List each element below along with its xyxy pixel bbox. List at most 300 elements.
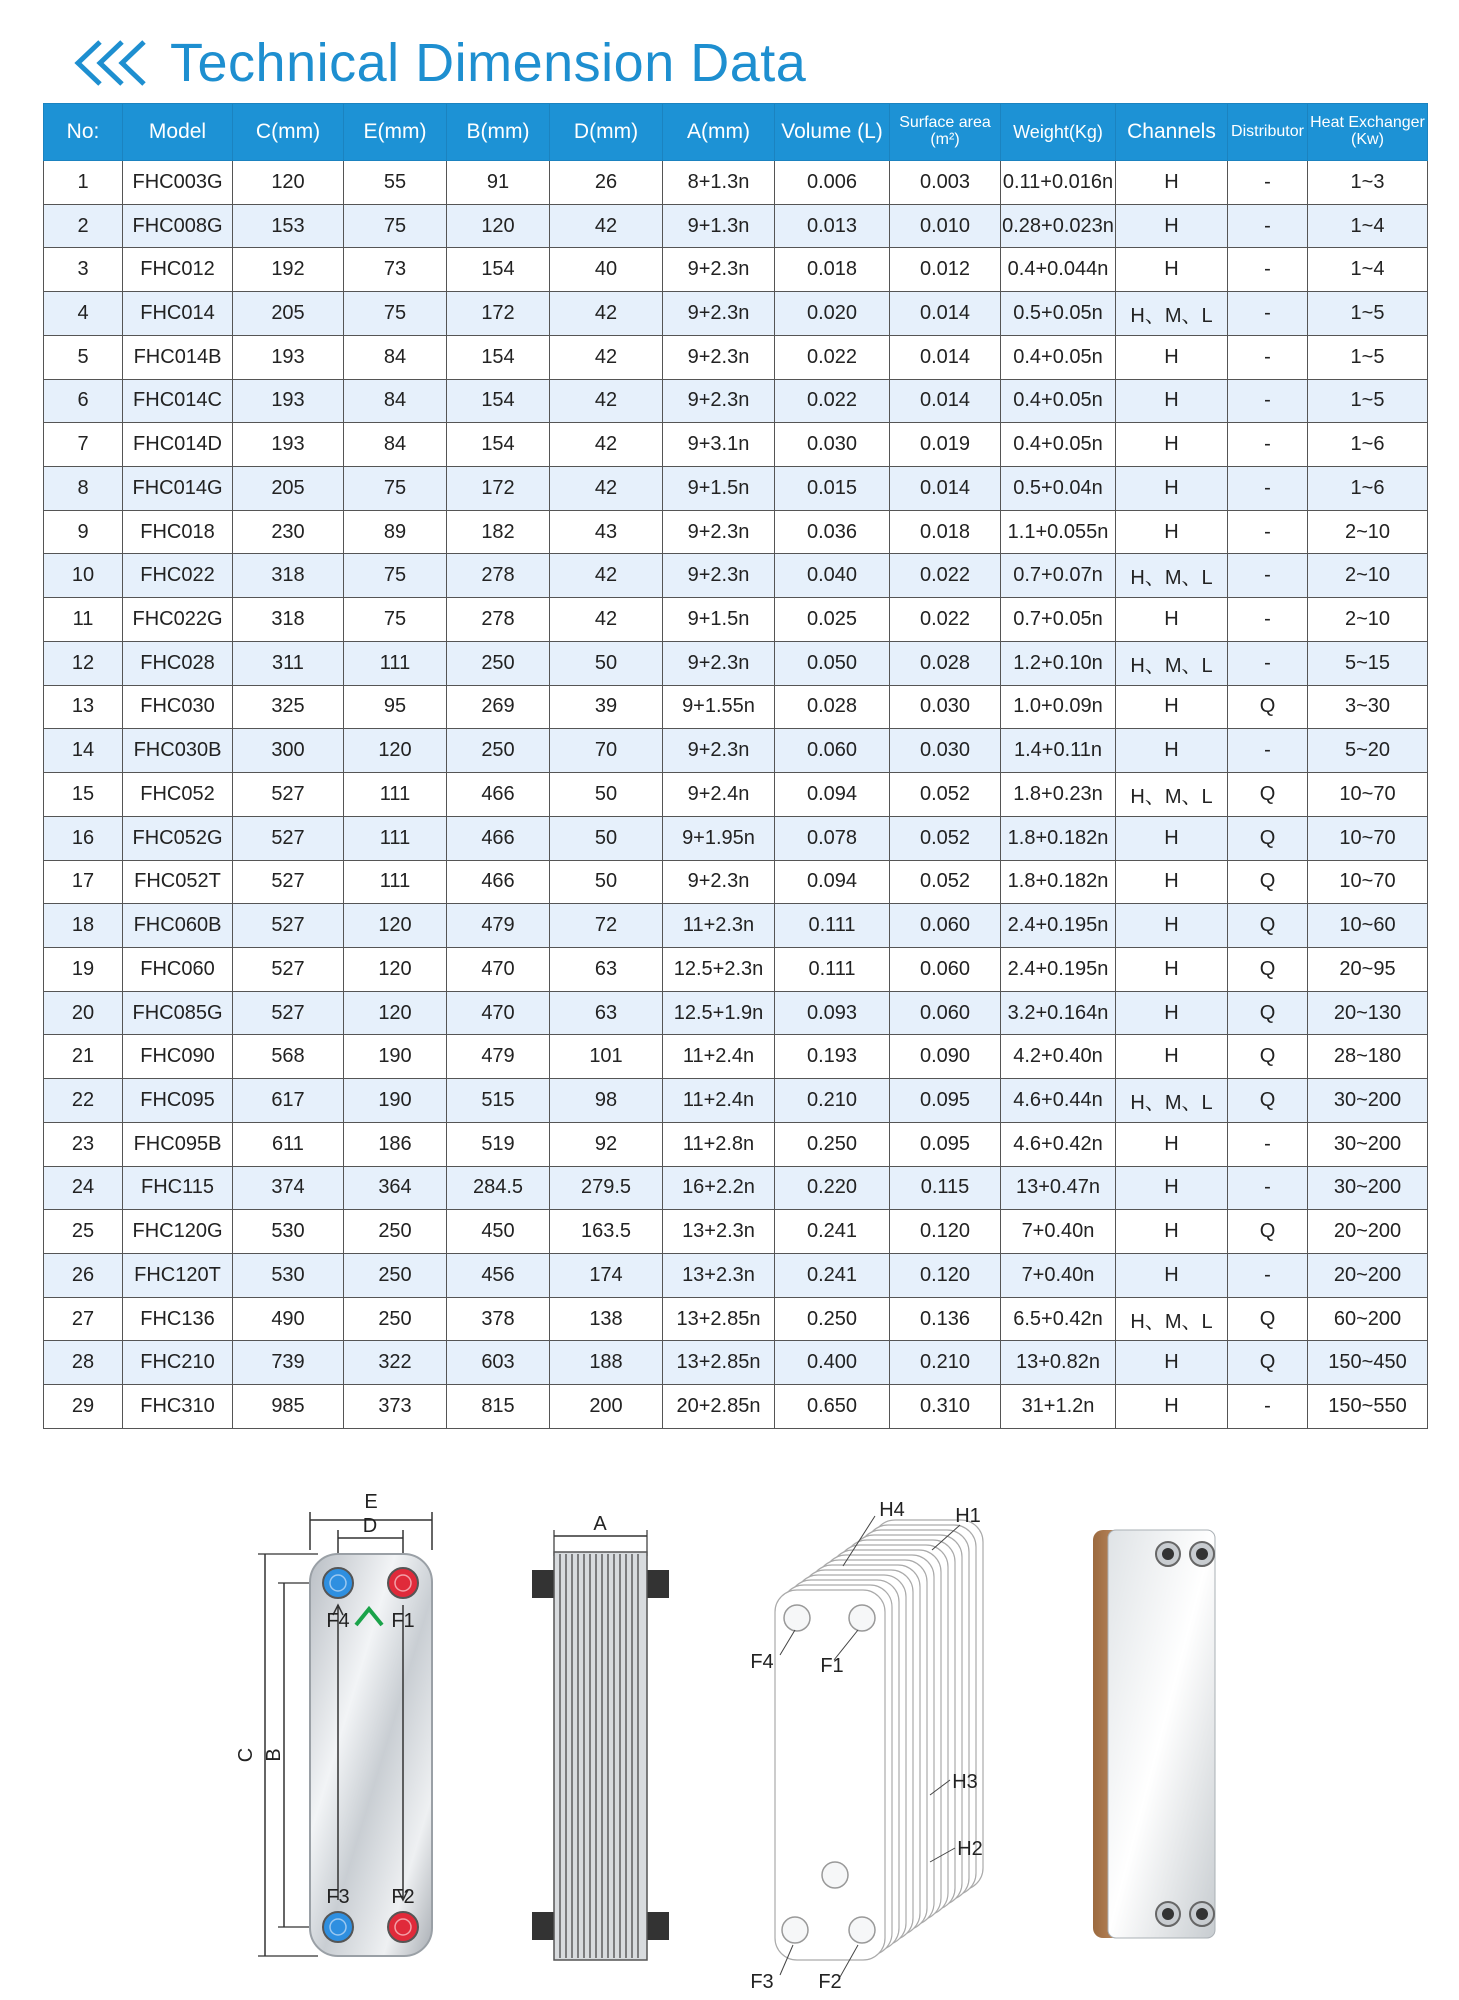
dim-e-label: E <box>364 1491 378 1513</box>
cell-distributor: Q <box>1228 860 1308 904</box>
cell-a: 9+1.5n <box>663 598 775 642</box>
cell-distributor: - <box>1228 292 1308 336</box>
cell-c: 193 <box>233 335 344 379</box>
cell-weight: 0.5+0.04n <box>1001 467 1116 511</box>
cell-a: 9+2.3n <box>663 641 775 685</box>
cell-heat-exchanger: 1~4 <box>1308 204 1428 248</box>
cell-e: 111 <box>344 641 447 685</box>
table-row <box>44 1122 1428 1166</box>
cell-channels: H <box>1116 1210 1228 1254</box>
cell-no: 7 <box>44 423 123 467</box>
cell-e: 250 <box>344 1210 447 1254</box>
cell-volume: 0.650 <box>775 1385 890 1429</box>
cell-c: 120 <box>233 161 344 205</box>
cell-volume: 0.030 <box>775 423 890 467</box>
cell-volume: 0.013 <box>775 204 890 248</box>
cell-volume: 0.241 <box>775 1253 890 1297</box>
cell-model: FHC210 <box>123 1341 233 1385</box>
table-body <box>44 161 1428 1429</box>
cell-surface-area: 0.210 <box>890 1341 1001 1385</box>
cell-e: 84 <box>344 423 447 467</box>
cell-heat-exchanger: 1~6 <box>1308 423 1428 467</box>
cell-heat-exchanger: 20~95 <box>1308 947 1428 991</box>
col-surface-area <box>890 104 1001 161</box>
cell-a: 12.5+1.9n <box>663 991 775 1035</box>
cell-c: 311 <box>233 641 344 685</box>
cell-b: 456 <box>447 1253 550 1297</box>
cell-surface-area: 0.060 <box>890 947 1001 991</box>
cell-distributor: Q <box>1228 685 1308 729</box>
cell-channels: H <box>1116 947 1228 991</box>
cell-b: 284.5 <box>447 1166 550 1210</box>
cell-surface-area: 0.030 <box>890 685 1001 729</box>
cell-channels: H <box>1116 467 1228 511</box>
cell-no: 20 <box>44 991 123 1035</box>
table-row <box>44 816 1428 860</box>
label-f2: F2 <box>391 1886 415 1908</box>
cell-e: 95 <box>344 685 447 729</box>
cell-surface-area: 0.052 <box>890 860 1001 904</box>
cell-heat-exchanger: 1~5 <box>1308 292 1428 336</box>
col-channels: Channels <box>1116 104 1228 161</box>
cell-model: FHC014G <box>123 467 233 511</box>
cell-channels: H <box>1116 423 1228 467</box>
cell-no: 4 <box>44 292 123 336</box>
cell-distributor: - <box>1228 467 1308 511</box>
cell-e: 111 <box>344 773 447 817</box>
cell-no: 12 <box>44 641 123 685</box>
cell-weight: 0.4+0.05n <box>1001 379 1116 423</box>
table-row <box>44 860 1428 904</box>
cell-no: 5 <box>44 335 123 379</box>
table-row <box>44 161 1428 205</box>
cell-d: 50 <box>550 860 663 904</box>
cell-volume: 0.093 <box>775 991 890 1035</box>
cell-surface-area: 0.014 <box>890 335 1001 379</box>
cell-volume: 0.018 <box>775 248 890 292</box>
cell-heat-exchanger: 1~6 <box>1308 467 1428 511</box>
dimension-table <box>43 103 1428 1429</box>
cell-channels: H <box>1116 991 1228 1035</box>
cell-distributor: - <box>1228 554 1308 598</box>
cell-model: FHC310 <box>123 1385 233 1429</box>
cell-e: 89 <box>344 510 447 554</box>
cell-volume: 0.022 <box>775 335 890 379</box>
cell-a: 9+2.3n <box>663 292 775 336</box>
cell-heat-exchanger: 60~200 <box>1308 1297 1428 1341</box>
cell-c: 568 <box>233 1035 344 1079</box>
cell-model: FHC095 <box>123 1079 233 1123</box>
cell-volume: 0.241 <box>775 1210 890 1254</box>
label-iso-f1: F1 <box>820 1655 844 1677</box>
cell-e: 190 <box>344 1079 447 1123</box>
cell-b: 466 <box>447 860 550 904</box>
cell-surface-area: 0.052 <box>890 773 1001 817</box>
cell-weight: 0.4+0.05n <box>1001 335 1116 379</box>
table-header-row <box>44 104 1428 161</box>
cell-c: 530 <box>233 1210 344 1254</box>
cell-no: 9 <box>44 510 123 554</box>
cell-no: 11 <box>44 598 123 642</box>
cell-distributor: Q <box>1228 773 1308 817</box>
cell-model: FHC012 <box>123 248 233 292</box>
cell-a: 9+2.3n <box>663 729 775 773</box>
cell-e: 120 <box>344 947 447 991</box>
cell-b: 91 <box>447 161 550 205</box>
cell-channels: H <box>1116 1341 1228 1385</box>
cell-volume: 0.210 <box>775 1079 890 1123</box>
cell-c: 527 <box>233 991 344 1035</box>
cell-c: 205 <box>233 292 344 336</box>
cell-no: 1 <box>44 161 123 205</box>
cell-no: 24 <box>44 1166 123 1210</box>
cell-b: 154 <box>447 248 550 292</box>
cell-surface-area: 0.022 <box>890 554 1001 598</box>
cell-e: 186 <box>344 1122 447 1166</box>
cell-distributor: Q <box>1228 991 1308 1035</box>
cell-d: 279.5 <box>550 1166 663 1210</box>
cell-c: 193 <box>233 379 344 423</box>
cell-volume: 0.250 <box>775 1297 890 1341</box>
cell-b: 466 <box>447 816 550 860</box>
cell-b: 182 <box>447 510 550 554</box>
cell-surface-area: 0.030 <box>890 729 1001 773</box>
label-iso-f4: F4 <box>750 1651 774 1673</box>
table-row <box>44 510 1428 554</box>
cell-channels: H <box>1116 860 1228 904</box>
cell-d: 174 <box>550 1253 663 1297</box>
cell-b: 450 <box>447 1210 550 1254</box>
cell-a: 11+2.4n <box>663 1035 775 1079</box>
cell-a: 9+1.5n <box>663 467 775 511</box>
cell-no: 25 <box>44 1210 123 1254</box>
cell-d: 138 <box>550 1297 663 1341</box>
cell-volume: 0.250 <box>775 1122 890 1166</box>
cell-a: 9+1.55n <box>663 685 775 729</box>
col-distributor: Distributor <box>1228 104 1308 161</box>
cell-model: FHC095B <box>123 1122 233 1166</box>
cell-volume: 0.193 <box>775 1035 890 1079</box>
cell-volume: 0.028 <box>775 685 890 729</box>
cell-surface-area: 0.115 <box>890 1166 1001 1210</box>
cell-model: FHC052 <box>123 773 233 817</box>
cell-distributor: Q <box>1228 904 1308 948</box>
cell-a: 11+2.4n <box>663 1079 775 1123</box>
table-row <box>44 1035 1428 1079</box>
col-weight: Weight(Kg) <box>1001 104 1116 161</box>
cell-e: 55 <box>344 161 447 205</box>
cell-no: 13 <box>44 685 123 729</box>
cell-surface-area: 0.060 <box>890 991 1001 1035</box>
cell-a: 9+2.3n <box>663 554 775 598</box>
cell-channels: H <box>1116 510 1228 554</box>
cell-b: 278 <box>447 554 550 598</box>
label-iso-f2: F2 <box>818 1971 842 1990</box>
cell-weight: 1.2+0.10n <box>1001 641 1116 685</box>
cell-model: FHC060 <box>123 947 233 991</box>
cell-heat-exchanger: 30~200 <box>1308 1166 1428 1210</box>
cell-d: 101 <box>550 1035 663 1079</box>
cell-distributor: Q <box>1228 947 1308 991</box>
cell-surface-area: 0.095 <box>890 1122 1001 1166</box>
cell-d: 50 <box>550 641 663 685</box>
cell-e: 75 <box>344 598 447 642</box>
cell-d: 92 <box>550 1122 663 1166</box>
cell-weight: 6.5+0.42n <box>1001 1297 1116 1341</box>
cell-model: FHC008G <box>123 204 233 248</box>
cell-no: 10 <box>44 554 123 598</box>
cell-surface-area: 0.022 <box>890 598 1001 642</box>
brazed-plate-heat-exchanger-icon <box>1093 1530 1215 1938</box>
table-row <box>44 904 1428 948</box>
label-f4: F4 <box>326 1610 350 1632</box>
cell-channels: H、M、L <box>1116 1079 1228 1123</box>
cell-e: 84 <box>344 335 447 379</box>
col-model: Model <box>123 104 233 161</box>
cell-channels: H <box>1116 598 1228 642</box>
cell-distributor: - <box>1228 510 1308 554</box>
table-row <box>44 204 1428 248</box>
col-surface-area-unit: (m²) <box>930 131 960 148</box>
cell-model: FHC018 <box>123 510 233 554</box>
cell-b: 466 <box>447 773 550 817</box>
cell-channels: H <box>1116 904 1228 948</box>
cell-channels: H <box>1116 1385 1228 1429</box>
cell-surface-area: 0.014 <box>890 467 1001 511</box>
cell-e: 75 <box>344 292 447 336</box>
cell-channels: H、M、L <box>1116 641 1228 685</box>
cell-b: 815 <box>447 1385 550 1429</box>
cell-channels: H <box>1116 335 1228 379</box>
cell-heat-exchanger: 2~10 <box>1308 510 1428 554</box>
port-f3-icon <box>323 1912 353 1942</box>
cell-model: FHC022G <box>123 598 233 642</box>
cell-heat-exchanger: 10~70 <box>1308 816 1428 860</box>
cell-heat-exchanger: 20~200 <box>1308 1210 1428 1254</box>
table-row <box>44 467 1428 511</box>
col-e: E(mm) <box>344 104 447 161</box>
cell-distributor: - <box>1228 335 1308 379</box>
cell-d: 42 <box>550 423 663 467</box>
cell-a: 13+2.3n <box>663 1253 775 1297</box>
cell-a: 9+2.3n <box>663 379 775 423</box>
cell-c: 205 <box>233 467 344 511</box>
cell-no: 15 <box>44 773 123 817</box>
cell-d: 42 <box>550 335 663 379</box>
cell-heat-exchanger: 10~60 <box>1308 904 1428 948</box>
cell-model: FHC090 <box>123 1035 233 1079</box>
cell-distributor: - <box>1228 1253 1308 1297</box>
cell-distributor: - <box>1228 248 1308 292</box>
cell-surface-area: 0.052 <box>890 816 1001 860</box>
cell-surface-area: 0.090 <box>890 1035 1001 1079</box>
cell-c: 153 <box>233 204 344 248</box>
cell-heat-exchanger: 5~15 <box>1308 641 1428 685</box>
cell-weight: 2.4+0.195n <box>1001 904 1116 948</box>
table-row <box>44 248 1428 292</box>
cell-d: 98 <box>550 1079 663 1123</box>
cell-e: 373 <box>344 1385 447 1429</box>
cell-distributor: Q <box>1228 1035 1308 1079</box>
cell-no: 23 <box>44 1122 123 1166</box>
plate-stack <box>554 1552 647 1960</box>
cell-a: 9+2.3n <box>663 335 775 379</box>
cell-e: 250 <box>344 1253 447 1297</box>
diagram-area <box>0 1470 1459 1990</box>
side-view-diagram <box>532 1513 669 1960</box>
cell-channels: H <box>1116 1122 1228 1166</box>
page-title: Technical Dimension Data <box>170 33 807 93</box>
cell-b: 172 <box>447 292 550 336</box>
cell-heat-exchanger: 150~450 <box>1308 1341 1428 1385</box>
cell-channels: H <box>1116 685 1228 729</box>
cell-weight: 1.8+0.23n <box>1001 773 1116 817</box>
cell-b: 154 <box>447 423 550 467</box>
cell-b: 120 <box>447 204 550 248</box>
cell-model: FHC120T <box>123 1253 233 1297</box>
cell-distributor: - <box>1228 161 1308 205</box>
col-no: No: <box>44 104 123 161</box>
cell-channels: H <box>1116 816 1228 860</box>
cell-heat-exchanger: 10~70 <box>1308 860 1428 904</box>
cell-surface-area: 0.014 <box>890 379 1001 423</box>
cell-e: 75 <box>344 554 447 598</box>
cell-surface-area: 0.028 <box>890 641 1001 685</box>
cell-model: FHC022 <box>123 554 233 598</box>
cell-a: 9+1.95n <box>663 816 775 860</box>
cell-weight: 13+0.47n <box>1001 1166 1116 1210</box>
col-b: B(mm) <box>447 104 550 161</box>
cell-no: 18 <box>44 904 123 948</box>
cell-b: 603 <box>447 1341 550 1385</box>
cell-channels: H <box>1116 1035 1228 1079</box>
cell-c: 527 <box>233 947 344 991</box>
cell-e: 75 <box>344 467 447 511</box>
cell-a: 9+2.4n <box>663 773 775 817</box>
cell-c: 300 <box>233 729 344 773</box>
table-row <box>44 773 1428 817</box>
cell-volume: 0.220 <box>775 1166 890 1210</box>
cell-heat-exchanger: 28~180 <box>1308 1035 1428 1079</box>
cell-a: 13+2.85n <box>663 1297 775 1341</box>
cell-no: 27 <box>44 1297 123 1341</box>
table-row <box>44 729 1428 773</box>
port-f1-icon <box>388 1568 418 1598</box>
cell-heat-exchanger: 1~4 <box>1308 248 1428 292</box>
cell-d: 42 <box>550 292 663 336</box>
cell-distributor: Q <box>1228 1297 1308 1341</box>
cell-d: 50 <box>550 773 663 817</box>
cell-channels: H <box>1116 1253 1228 1297</box>
cell-distributor: - <box>1228 641 1308 685</box>
cell-weight: 31+1.2n <box>1001 1385 1116 1429</box>
cell-b: 378 <box>447 1297 550 1341</box>
cell-heat-exchanger: 1~3 <box>1308 161 1428 205</box>
col-c: C(mm) <box>233 104 344 161</box>
label-h3: H3 <box>952 1771 978 1793</box>
cell-weight: 1.8+0.182n <box>1001 860 1116 904</box>
cell-b: 470 <box>447 947 550 991</box>
cell-channels: H <box>1116 161 1228 205</box>
table-row <box>44 1385 1428 1429</box>
cell-b: 154 <box>447 379 550 423</box>
cell-c: 230 <box>233 510 344 554</box>
cell-weight: 2.4+0.195n <box>1001 947 1116 991</box>
cell-channels: H <box>1116 204 1228 248</box>
cell-no: 17 <box>44 860 123 904</box>
cell-a: 9+3.1n <box>663 423 775 467</box>
cell-weight: 13+0.82n <box>1001 1341 1116 1385</box>
dim-d-label: D <box>362 1515 378 1537</box>
cell-heat-exchanger: 5~20 <box>1308 729 1428 773</box>
cell-distributor: - <box>1228 1122 1308 1166</box>
cell-surface-area: 0.010 <box>890 204 1001 248</box>
cell-model: FHC052G <box>123 816 233 860</box>
cell-b: 470 <box>447 991 550 1035</box>
cell-model: FHC085G <box>123 991 233 1035</box>
label-h2: H2 <box>957 1838 983 1860</box>
cell-e: 364 <box>344 1166 447 1210</box>
cell-a: 13+2.3n <box>663 1210 775 1254</box>
cell-volume: 0.040 <box>775 554 890 598</box>
cell-no: 19 <box>44 947 123 991</box>
cell-a: 16+2.2n <box>663 1166 775 1210</box>
cell-distributor: Q <box>1228 1210 1308 1254</box>
cell-model: FHC014B <box>123 335 233 379</box>
cell-volume: 0.111 <box>775 947 890 991</box>
label-f1: F1 <box>391 1610 415 1632</box>
cell-d: 42 <box>550 204 663 248</box>
table-row <box>44 1341 1428 1385</box>
table-row <box>44 1253 1428 1297</box>
col-heat-exchanger-label: Heat Exchanger <box>1310 114 1425 132</box>
cell-b: 515 <box>447 1079 550 1123</box>
table-row <box>44 1079 1428 1123</box>
cell-d: 50 <box>550 816 663 860</box>
cell-surface-area: 0.018 <box>890 510 1001 554</box>
cell-distributor: - <box>1228 1166 1308 1210</box>
cell-no: 16 <box>44 816 123 860</box>
cell-b: 479 <box>447 1035 550 1079</box>
cell-weight: 0.11+0.016n <box>1001 161 1116 205</box>
label-h1: H1 <box>955 1505 981 1527</box>
cell-surface-area: 0.014 <box>890 292 1001 336</box>
cell-no: 21 <box>44 1035 123 1079</box>
cell-c: 193 <box>233 423 344 467</box>
cell-distributor: - <box>1228 729 1308 773</box>
cell-d: 63 <box>550 991 663 1035</box>
cell-heat-exchanger: 150~550 <box>1308 1385 1428 1429</box>
cell-no: 8 <box>44 467 123 511</box>
cell-distributor: - <box>1228 423 1308 467</box>
cell-d: 70 <box>550 729 663 773</box>
cell-b: 278 <box>447 598 550 642</box>
cell-a: 20+2.85n <box>663 1385 775 1429</box>
cell-volume: 0.400 <box>775 1341 890 1385</box>
table-row <box>44 1166 1428 1210</box>
cell-b: 250 <box>447 729 550 773</box>
cell-heat-exchanger: 2~10 <box>1308 554 1428 598</box>
cell-a: 13+2.85n <box>663 1341 775 1385</box>
table-row <box>44 991 1428 1035</box>
cell-distributor: - <box>1228 204 1308 248</box>
cell-no: 22 <box>44 1079 123 1123</box>
table-row <box>44 598 1428 642</box>
cell-no: 6 <box>44 379 123 423</box>
cell-e: 111 <box>344 860 447 904</box>
cell-model: FHC030 <box>123 685 233 729</box>
cell-model: FHC003G <box>123 161 233 205</box>
